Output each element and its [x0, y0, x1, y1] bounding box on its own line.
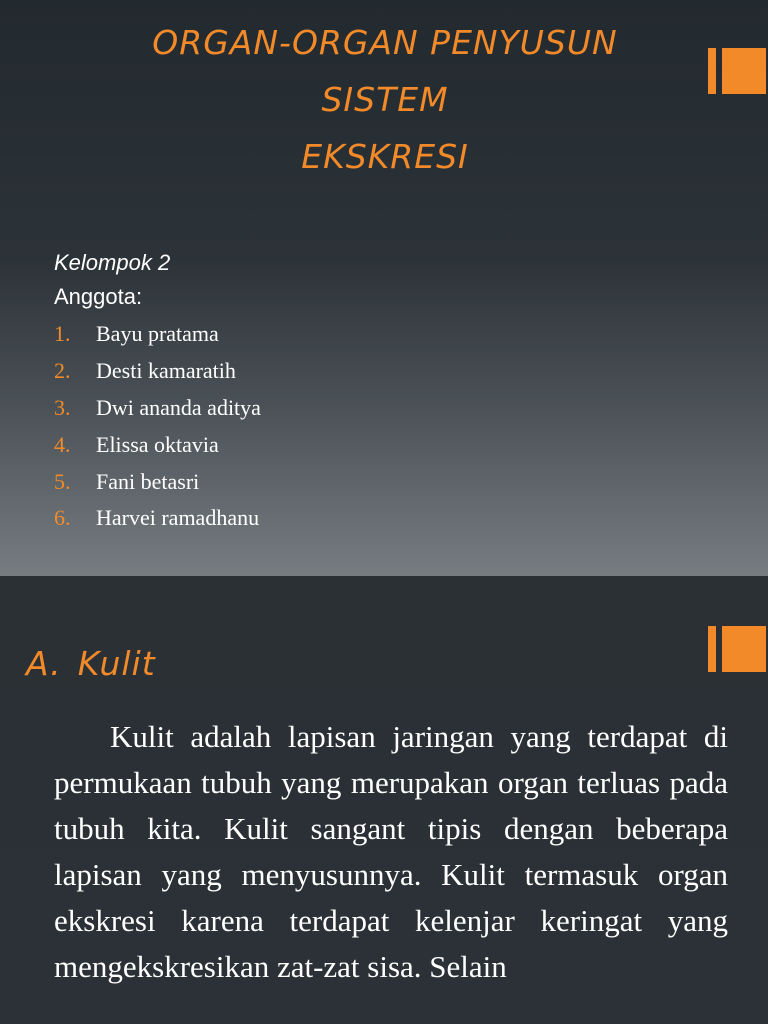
- slide-kulit: [0, 576, 768, 1024]
- member-item: [54, 390, 261, 427]
- accent-bar-thick: [722, 48, 766, 94]
- accent-bar-thick: [722, 626, 766, 672]
- member-name: Bayu pratama: [96, 321, 219, 346]
- body-paragraph: Kulit adalah lapisan jaringan yang terdapat di permukaan tubuh yang merupakan organ terluas pada tubuh kita. Kulit sangant tipis dengan beberapa lapisan yang menyusunnya. Kulit termasuk organ ekskresi karena terdapat kelenjar keringat yang mengekskresikan zat-zat sisa. Selain: [54, 719, 728, 984]
- slide-title-heading: [60, 14, 710, 185]
- group-info: [54, 246, 170, 314]
- member-name: Desti kamaratih: [96, 357, 236, 383]
- member-number: 5.: [54, 468, 71, 494]
- member-number: 6.: [54, 505, 71, 531]
- group-name: Kelompok 2: [54, 250, 171, 275]
- section-letter: A.: [26, 644, 62, 683]
- member-item: [54, 353, 261, 390]
- accent-bar-decoration: [708, 48, 768, 94]
- member-number: 3.: [54, 394, 71, 420]
- title-line-1: ORGAN-ORGAN PENYUSUN: [152, 23, 618, 62]
- member-number: 4.: [54, 431, 71, 457]
- title-line-3: EKSKRESI: [301, 137, 469, 176]
- member-number: 2.: [54, 357, 71, 383]
- members-list: [54, 316, 261, 537]
- member-item: [54, 316, 261, 353]
- accent-bar-thin: [708, 626, 716, 672]
- members-label: Anggota:: [54, 284, 143, 309]
- title-line-2: SISTEM: [321, 80, 449, 119]
- member-name: Dwi ananda aditya: [96, 394, 261, 420]
- section-title: Kulit: [77, 644, 156, 683]
- member-item: [54, 464, 261, 501]
- member-name: Harvei ramadhanu: [96, 505, 260, 531]
- member-item: [54, 427, 261, 464]
- member-name: Elissa oktavia: [96, 431, 219, 457]
- section-heading: [26, 644, 156, 683]
- member-item: [54, 500, 261, 537]
- member-name: Fani betasri: [96, 468, 200, 494]
- accent-bar-decoration: [708, 626, 768, 672]
- member-number: 1.: [54, 321, 71, 346]
